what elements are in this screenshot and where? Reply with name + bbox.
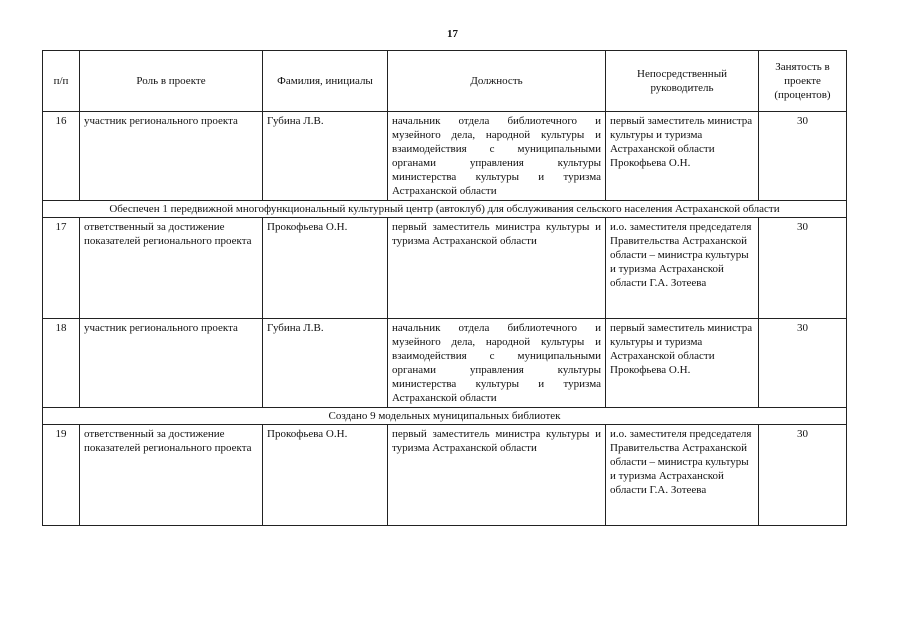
table-header-row	[43, 51, 847, 112]
row-position: начальник отдела библиотечного и музейного дела, народной культуры и взаимодействия с муниципальными органами управления культуры министерства культуры и туризма Астраханской области	[388, 319, 606, 408]
header-position: Должность	[388, 51, 606, 112]
section-title: Создано 9 модельных муниципальных библиотек	[43, 408, 847, 425]
row-manager: первый заместитель министра культуры и туризма Астраханской области Прокофьева О.Н.	[606, 112, 759, 201]
row-position: первый заместитель министра культуры и туризма Астраханской области	[388, 425, 606, 526]
row-number: 18	[43, 319, 80, 408]
row-role: участник регионального проекта	[80, 319, 263, 408]
row-load: 30	[759, 112, 847, 201]
row-name: Прокофьева О.Н.	[263, 425, 388, 526]
table-row	[43, 112, 847, 201]
header-role: Роль в проекте	[80, 51, 263, 112]
row-number: 19	[43, 425, 80, 526]
row-load: 30	[759, 319, 847, 408]
section-row	[43, 201, 847, 218]
row-name: Прокофьева О.Н.	[263, 218, 388, 319]
section-row	[43, 408, 847, 425]
row-number: 16	[43, 112, 80, 201]
row-load: 30	[759, 425, 847, 526]
row-load: 30	[759, 218, 847, 319]
row-role: ответственный за достижение показателей регионального проекта	[80, 425, 263, 526]
header-num: п/п	[43, 51, 80, 112]
section-title: Обеспечен 1 передвижной многофункциональный культурный центр (автоклуб) для обслуживания сельского населения Астраханской области	[43, 201, 847, 218]
row-role: участник регионального проекта	[80, 112, 263, 201]
header-name: Фамилия, инициалы	[263, 51, 388, 112]
row-manager: первый заместитель министра культуры и туризма Астраханской области Прокофьева О.Н.	[606, 319, 759, 408]
header-manager: Непосредственный руководитель	[606, 51, 759, 112]
table-row	[43, 319, 847, 408]
table-row	[43, 218, 847, 319]
row-role: ответственный за достижение показателей регионального проекта	[80, 218, 263, 319]
page-number: 17	[447, 28, 458, 40]
row-position: первый заместитель министра культуры и туризма Астраханской области	[388, 218, 606, 319]
row-manager: и.о. заместителя председателя Правительства Астраханской области – министра культуры и туризма Астраханской области Г.А. Зотеева	[606, 218, 759, 319]
row-number: 17	[43, 218, 80, 319]
table-row	[43, 425, 847, 526]
row-manager: и.о. заместителя председателя Правительства Астраханской области – министра культуры и туризма Астраханской области Г.А. Зотеева	[606, 425, 759, 526]
row-name: Губина Л.В.	[263, 319, 388, 408]
header-load: Занятость в проекте (процентов)	[759, 51, 847, 112]
row-position: начальник отдела библиотечного и музейного дела, народной культуры и взаимодействия с муниципальными органами управления культуры министерства культуры и туризма Астраханской области	[388, 112, 606, 201]
row-name: Губина Л.В.	[263, 112, 388, 201]
project-roster-table	[42, 50, 847, 526]
